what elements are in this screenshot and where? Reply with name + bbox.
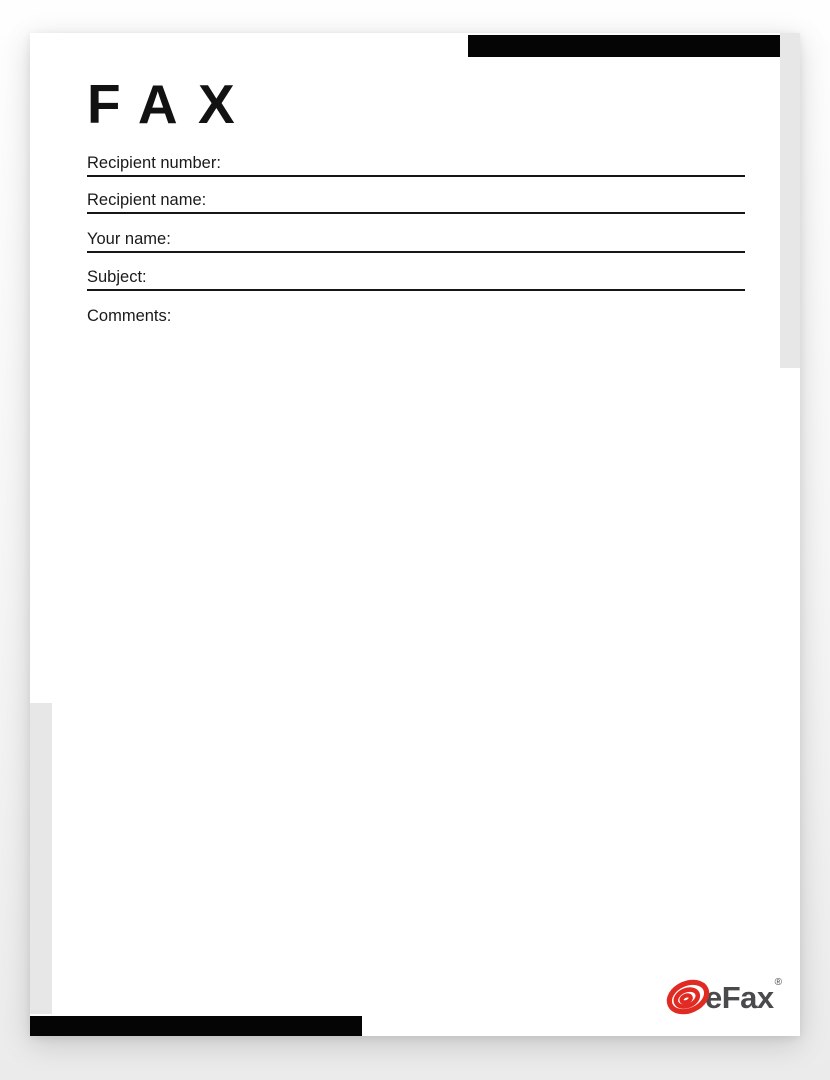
recipient-name-field[interactable] <box>87 192 745 214</box>
fax-title: FAX <box>87 73 256 135</box>
registered-trademark-icon: ® <box>774 977 783 988</box>
comments-label: Comments: <box>87 307 172 325</box>
right-gray-strip <box>780 33 800 368</box>
comments-area[interactable] <box>87 333 745 933</box>
top-accent-bar <box>468 35 780 57</box>
fax-cover-sheet-page <box>30 33 800 1036</box>
your-name-label: Your name: <box>87 230 171 248</box>
your-name-field[interactable] <box>87 231 745 253</box>
recipient-number-field[interactable] <box>87 155 745 177</box>
subject-label: Subject: <box>87 268 147 286</box>
bottom-accent-bar <box>30 1016 362 1036</box>
subject-field[interactable] <box>87 269 745 291</box>
efax-logo <box>664 975 782 1019</box>
left-gray-strip <box>30 703 52 1014</box>
efax-swirl-icon <box>664 975 712 1019</box>
recipient-number-label: Recipient number: <box>87 154 221 172</box>
recipient-name-label: Recipient name: <box>87 191 207 209</box>
efax-logo-text: eFax <box>705 979 774 1015</box>
